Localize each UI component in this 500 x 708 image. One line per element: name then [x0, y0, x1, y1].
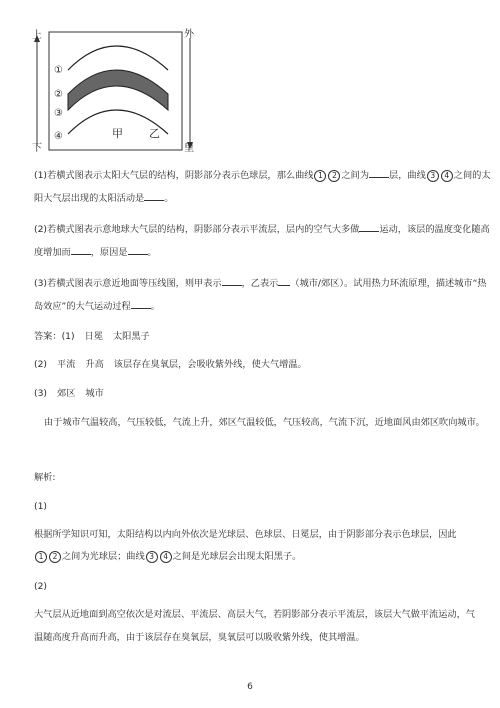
answer-label: 答案：	[34, 331, 62, 342]
q2-number: (2)	[34, 224, 48, 235]
curve-label-2: ②	[54, 89, 63, 100]
curve-label-1: ①	[54, 65, 63, 76]
answer-line-3	[34, 387, 104, 400]
blank-8[interactable]	[131, 299, 151, 309]
analysis-1-text-c: 之间是光球层会出现太阳黑子。	[172, 551, 302, 562]
curve-label-3: ③	[54, 108, 63, 119]
q3-text-b: ，乙表示	[241, 278, 279, 289]
analysis-2-text-a: 大气层从近地面到高空依次是对流层、平流层、高层大气，若阴影部分表示平流层，该层大气做平流运动，气	[34, 609, 475, 620]
blank-1[interactable]	[369, 168, 389, 178]
analysis-label: 解析:	[34, 472, 56, 483]
answer-line-1	[34, 330, 150, 343]
answer-2-value-2: 升高	[85, 359, 104, 370]
q1-text-e: 阳大气层出现的太阳活动是	[34, 193, 145, 204]
outer-label: 外	[184, 29, 194, 40]
inner-label: 里	[184, 143, 194, 152]
q3-number: (3)	[34, 278, 48, 289]
circled-1: 1	[314, 170, 326, 182]
analysis-2-text-b: 温随高度升高而升高，由于该层存在臭氧层，臭氧层可以吸收紫外线，使其增温。	[34, 632, 365, 643]
curve-label-4: ④	[54, 131, 63, 142]
q3-text-c: （城市/郊区）。试用热力环流原理，描述城市“热	[290, 278, 487, 289]
analysis-1-line-1	[34, 528, 457, 541]
q3-text-a: 若横式图表示意近地面等压线图，则甲表示	[47, 278, 222, 289]
q1-text-d: 之间的太	[453, 170, 491, 181]
q2-text-c: 度增加而	[34, 247, 71, 258]
point-yi: 乙	[149, 127, 160, 140]
blank-7[interactable]	[278, 276, 290, 286]
q1-text-b: 之间为	[341, 170, 370, 181]
q2-text-e: 。	[147, 247, 157, 258]
blank-4[interactable]	[71, 245, 91, 255]
analysis-2-line-1	[34, 608, 475, 621]
circled-3: 3	[427, 170, 439, 182]
answer-2-value-3: 该层存在臭氧层，会吸收紫外线，使大气增温。	[113, 359, 307, 370]
shaded-layer	[68, 70, 168, 110]
answer-1-value-1: 日冕	[84, 331, 103, 342]
q1-text-c: 层，曲线	[389, 170, 426, 181]
top-label: 上	[32, 30, 42, 41]
analysis-1-number: (1)	[34, 501, 48, 512]
analysis-circled-2: 2	[49, 551, 61, 563]
q1-text-a: 若横式图表示太阳大气层的结构，阴影部分表示色球层，那么曲线	[47, 170, 314, 181]
q2-text-b: 运动，该层的温度变化随高	[379, 224, 490, 235]
question-1-line-1	[34, 168, 491, 182]
circled-4: 4	[441, 170, 453, 182]
analysis-1-text-b: 之间为光球层；曲线	[62, 551, 145, 562]
q2-text-d: ，原因是	[90, 247, 128, 258]
analysis-2-number: (2)	[34, 581, 48, 592]
q3-text-e: 。	[150, 301, 160, 312]
answer-1-value-2: 太阳黑子	[112, 331, 150, 342]
analysis-1-text-a: 根据所学知识可知，太阳结构以内向外依次是光球层、色球层、日冕层，由于阴影部分表示色球层，因此	[34, 529, 457, 540]
question-2-line-2	[34, 245, 157, 259]
page-number: 6	[247, 682, 253, 692]
curve-1	[68, 46, 168, 70]
answer-1-number: (1)	[61, 331, 75, 342]
question-3-line-2	[34, 299, 160, 313]
diagram-svg	[30, 26, 200, 152]
analysis-circled-1: 1	[35, 551, 47, 563]
answer-3-value-2: 城市	[85, 388, 104, 399]
question-2-line-1	[34, 222, 490, 236]
blank-6[interactable]	[222, 276, 242, 286]
q1-text-f: 。	[164, 193, 174, 204]
answer-3-text: 由于城市气温较高，气压较低，气流上升，郊区气温较低，气压较高，气流下沉，近地面风由郊区吹向城市。	[44, 417, 485, 428]
q1-number: (1)	[34, 170, 48, 181]
circled-2: 2	[328, 170, 340, 182]
answer-2-number: (2)	[34, 359, 48, 370]
answer-3-number: (3)	[34, 388, 48, 399]
answer-2-value-1: 平流	[57, 359, 76, 370]
q3-text-d: 岛效应”的大气运动过程	[34, 301, 131, 312]
bottom-label: 下	[32, 143, 42, 152]
answer-line-2	[34, 358, 307, 371]
q2-text-a: 若横式图表示意地球大气层的结构，阴影部分表示平流层，层内的空气大多做	[47, 224, 360, 235]
stratification-diagram	[30, 26, 200, 152]
blank-2[interactable]	[144, 191, 164, 201]
point-jia: 甲	[112, 127, 123, 140]
analysis-1-line-2	[34, 550, 301, 563]
analysis-2-line-2	[34, 631, 365, 644]
analysis-circled-3: 3	[146, 551, 158, 563]
question-1-line-2	[34, 191, 173, 205]
analysis-circled-4: 4	[160, 551, 172, 563]
blank-3[interactable]	[359, 222, 379, 232]
answer-3-explanation	[44, 416, 485, 429]
blank-5[interactable]	[128, 245, 148, 255]
answer-3-value-1: 郊区	[57, 388, 76, 399]
question-3-line-1	[34, 276, 487, 290]
